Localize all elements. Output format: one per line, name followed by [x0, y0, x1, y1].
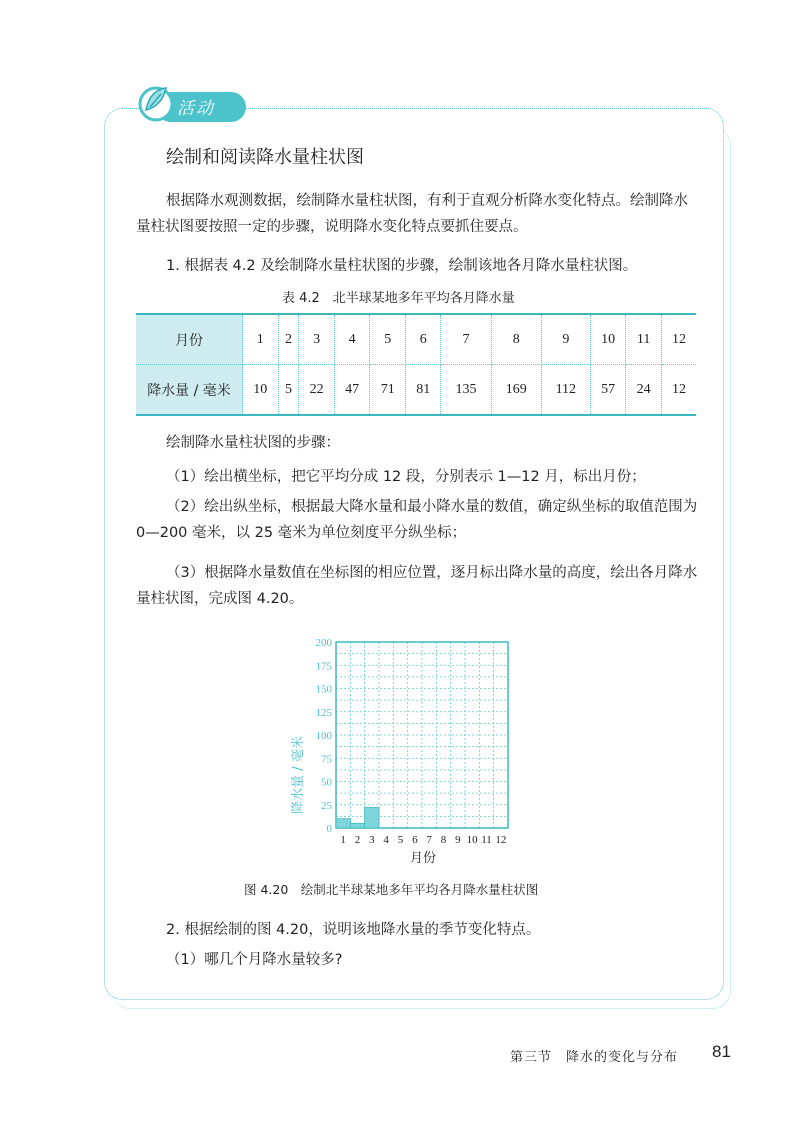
figure-caption: 图 4.20 绘制北半球某地多年平均各月降水量柱状图: [244, 882, 539, 897]
table-header-precipitation: 降水量 / 毫米: [136, 365, 243, 416]
x-tick-label: 3: [369, 834, 375, 846]
x-tick-label: 12: [495, 834, 507, 846]
x-tick-label: 11: [481, 834, 492, 846]
value-cell: 10: [243, 365, 279, 416]
table-row-precipitation: [136, 365, 696, 416]
chart-bars: [336, 808, 379, 828]
month-cell: 10: [590, 314, 626, 365]
x-tick-label: 5: [397, 834, 404, 846]
table-row-months: [136, 314, 696, 365]
value-cell: 5: [278, 365, 299, 416]
x-tick-label: 4: [383, 834, 389, 846]
y-tick-label: 50: [321, 776, 332, 789]
value-cell: 12: [671, 381, 686, 397]
x-tick-label: 6: [412, 834, 418, 846]
x-tick-label: 1: [340, 834, 346, 846]
step-1: （1）绘出横坐标，把它平均分成 12 段，分别表示 1—12 月，标出月份；: [166, 469, 646, 485]
section-title: 绘制和阅读降水量柱状图: [166, 147, 364, 168]
y-tick-label: 100: [315, 730, 332, 742]
value-cell: 22: [299, 365, 335, 416]
month-cell: 12: [661, 314, 696, 365]
month-cell: 4: [334, 314, 370, 365]
page-number: 81: [712, 1042, 731, 1061]
value-cell: 112: [541, 365, 590, 416]
value-cell: 24: [626, 365, 662, 416]
steps-title: 绘制降水量柱状图的步骤：: [166, 435, 340, 451]
month-cell: 9: [541, 314, 590, 365]
y-tick-label: 175: [315, 660, 332, 673]
x-tick-label: 10: [466, 834, 478, 846]
task-2-question-1: （1）哪几个月降水量较多?: [166, 952, 343, 968]
chart-x-ticks: [340, 834, 506, 846]
task-2: 2. 根据绘制的图 4.20，说明该地降水量的季节变化特点。: [166, 922, 541, 938]
precipitation-bar-chart: [280, 630, 530, 870]
chart-y-label: 降水量 / 毫米: [291, 736, 306, 814]
x-tick-label: 2: [354, 834, 361, 846]
bar-month-1: [336, 819, 350, 828]
value-cell: 81: [405, 365, 441, 416]
intro-paragraph: 根据降水观测数据，绘制降水量柱状图，有利于直观分析降水变化特点。绘制降水量柱状图要按照一定的步骤，说明降水变化特点要抓住要点。: [136, 193, 688, 235]
month-cell: 8: [491, 314, 541, 365]
month-cell: 6: [405, 314, 441, 365]
month-cell: 1: [243, 314, 279, 365]
value-cell: 135: [441, 365, 491, 416]
month-cell: 11: [626, 314, 662, 365]
activity-badge-label: 活动: [177, 99, 215, 119]
chart-grid: [336, 642, 508, 828]
month-cell: 7: [441, 314, 491, 365]
chart-y-ticks: [316, 637, 333, 835]
y-tick-label: 0: [326, 823, 332, 835]
y-tick-label: 125: [315, 706, 332, 719]
value-cell: 71: [370, 365, 406, 416]
step-3: （3）根据降水量数值在坐标图的相应位置，逐月标出降水量的高度，绘出各月降水量柱状图，完成图 4.20。: [136, 565, 698, 607]
month-cell: 2: [278, 314, 299, 365]
value-cell: 57: [590, 365, 626, 416]
y-tick-label: 150: [315, 683, 332, 696]
value-cell: 169: [491, 365, 541, 416]
month-cell: 5: [370, 314, 406, 365]
step-2: （2）绘出纵坐标，根据最大降水量和最小降水量的数值，确定纵坐标的取值范围为 0—200 毫米，以 25 毫米为单位刻度平分纵坐标；: [136, 499, 698, 541]
y-tick-label: 75: [321, 753, 332, 766]
footer-section-title: 第三节 降水的变化与分布: [510, 1050, 679, 1065]
x-tick-label: 9: [455, 834, 461, 846]
table-header-month: 月份: [136, 314, 243, 365]
precipitation-table: [136, 313, 696, 416]
table-caption: 表 4.2 北半球某地多年平均各月降水量: [282, 291, 515, 306]
task-1: 1. 根据表 4.2 及绘制降水量柱状图的步骤，绘制该地各月降水量柱状图。: [166, 258, 638, 274]
month-cell: 3: [299, 314, 335, 365]
bar-month-3: [365, 808, 379, 828]
y-tick-label: 25: [321, 799, 332, 812]
x-tick-label: 7: [426, 834, 432, 846]
y-tick-label: 200: [315, 637, 332, 649]
bar-month-2: [350, 823, 364, 828]
chart-x-label: 月份: [409, 851, 437, 866]
value-cell: 47: [334, 365, 370, 416]
x-tick-label: 8: [440, 834, 447, 846]
